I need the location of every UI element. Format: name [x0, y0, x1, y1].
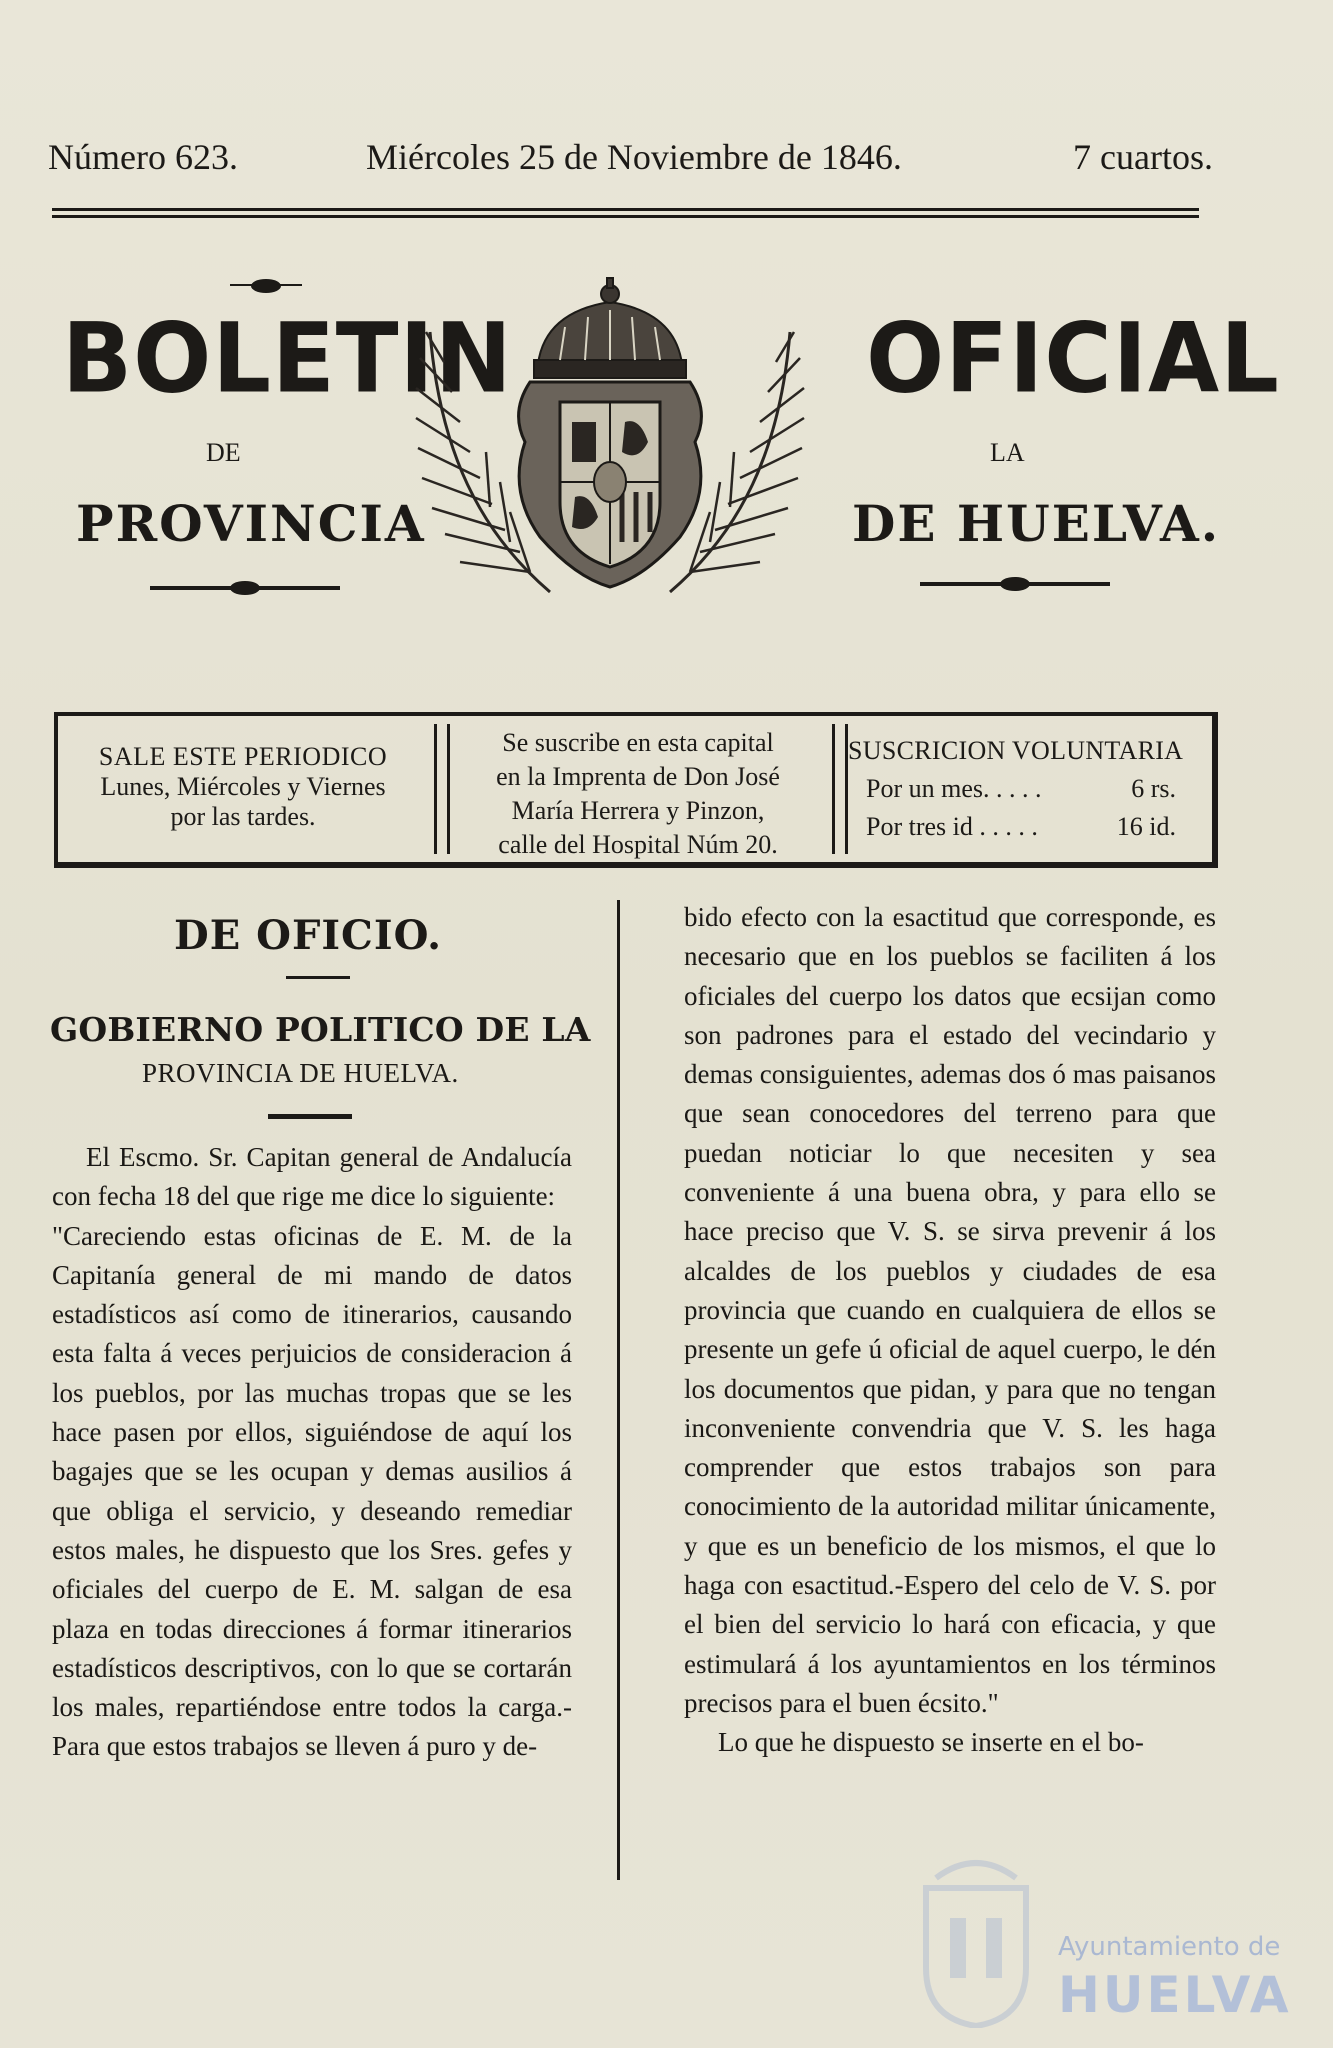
box-separator: [832, 724, 848, 854]
watermark-line1: Ayuntamiento de: [1058, 1932, 1281, 1962]
column-divider: [617, 900, 620, 1880]
watermark-line2: HUELVA: [1058, 1966, 1292, 2024]
price-row: [866, 774, 1176, 804]
section-rule: [286, 976, 350, 979]
address-line: calle del Hospital Núm 20.: [498, 830, 778, 859]
issue-date: Miércoles 25 de Noviembre de 1846.: [366, 137, 902, 177]
article-left-column: [52, 1138, 572, 1767]
address-line: Se suscribe en esta capital: [502, 728, 774, 757]
schedule-time: por las tardes.: [170, 802, 316, 831]
royal-coat-of-arms-emblem: [400, 272, 820, 612]
masthead-boletin: BOLETIN: [62, 302, 513, 415]
price-label: Por un mes. . . . .: [866, 774, 1042, 803]
issue-price: 7 cuartos.: [1073, 137, 1213, 177]
masthead-de: DE: [206, 438, 241, 467]
article-paragraph: Lo que he dispuesto se inserte en el bo-: [718, 1727, 1144, 1758]
section-gobierno-politico: GOBIERNO POLITICO DE LA: [50, 1010, 591, 1049]
price-row: [866, 812, 1176, 842]
masthead-provincia: PROVINCIA: [76, 494, 426, 553]
address-line: María Herrera y Pinzon,: [511, 796, 765, 825]
subscription-box: [54, 712, 1218, 868]
issue-header: [48, 136, 1213, 176]
article-paragraph: "Careciendo estas oficinas de E. M. de la Capitanía general de mi mando de datos estadísticos así como de itinerarios, causando esta falta á veces perjuicios de consideracion á los pueblos, por las muchas tropas que se les hace pasen por ellos, siguiéndose de aquí los bagajes que se les ocupan y demas ausilios á que obliga el servicio, y deseando remediar estos males, he dispuesto que los Sres. gefes y oficiales del cuerpo de E. M. salgan de esa plaza en todas direcciones á formar itinerarios estadísticos descriptivos, con lo que se cortarán los males, repartiéndose entre todos la carga.-Para que estos trabajos se lleven á puro y de-: [52, 1220, 572, 1762]
ornament-right: [920, 582, 1110, 586]
article-paragraph: El Escmo. Sr. Capitan general de Andalucía con fecha 18 del que rige me dice lo siguiente:: [52, 1142, 572, 1212]
schedule-days: Lunes, Miércoles y Viernes: [100, 772, 386, 801]
section-de-oficio: DE OFICIO.: [174, 912, 443, 959]
section-provincia-huelva: PROVINCIA DE HUELVA.: [142, 1058, 459, 1088]
article-right-column: [684, 898, 1216, 1763]
price-label: Por tres id . . . . .: [866, 812, 1038, 841]
masthead-oficial: OFICIAL: [866, 302, 1280, 415]
price-value: 16 id.: [1116, 812, 1176, 841]
price-value: 6 rs.: [1131, 774, 1176, 803]
subscription-prices: [848, 716, 1208, 862]
subscription-address: [448, 716, 828, 862]
issue-number: Número 623.: [48, 137, 238, 177]
ornament-rule: [230, 284, 302, 286]
header-rule: [52, 208, 1199, 218]
schedule-title: SALE ESTE PERIODICO: [98, 742, 388, 771]
prices-title: SUSCRICION VOLUNTARIA: [848, 736, 1184, 765]
masthead-la: LA: [990, 438, 1025, 467]
article-paragraph: bido efecto con la esactitud que corresponde, es necesario que en los pueblos se faciliten á los oficiales del cuerpo los datos que ecsijan como son padrones para el estado del vecindario y demas consiguientes, ademas dos ó mas paisanos que sean conocedores del terreno para que puedan noticiar lo que necesiten y sea conveniente á una buena obra, y para ello se hace preciso que V. S. se sirva prevenir á los alcaldes de los pueblos y ciudades de esa provincia que cuando en cualquiera de ellos se presente un gefe ú oficial de aquel cuerpo, le dén los documentos que pidan, y para que no tengan inconveniente convendria que V. S. les haga comprender que estos trabajos son para conocimiento de la autoridad militar únicamente, y que es un beneficio de los mismos, el que lo haga con esactitud.-Espero del celo de V. S. por el bien del servicio lo hará con eficacia, y que estimulará á los ayuntamientos en los términos precisos para el buen écsito.": [684, 902, 1216, 1718]
address-line: en la Imprenta de Don José: [496, 762, 780, 791]
section-rule: [268, 1114, 352, 1119]
masthead-de-huelva: DE HUELVA.: [852, 494, 1221, 553]
publication-schedule: [58, 716, 428, 862]
ornament-left: [150, 586, 340, 590]
